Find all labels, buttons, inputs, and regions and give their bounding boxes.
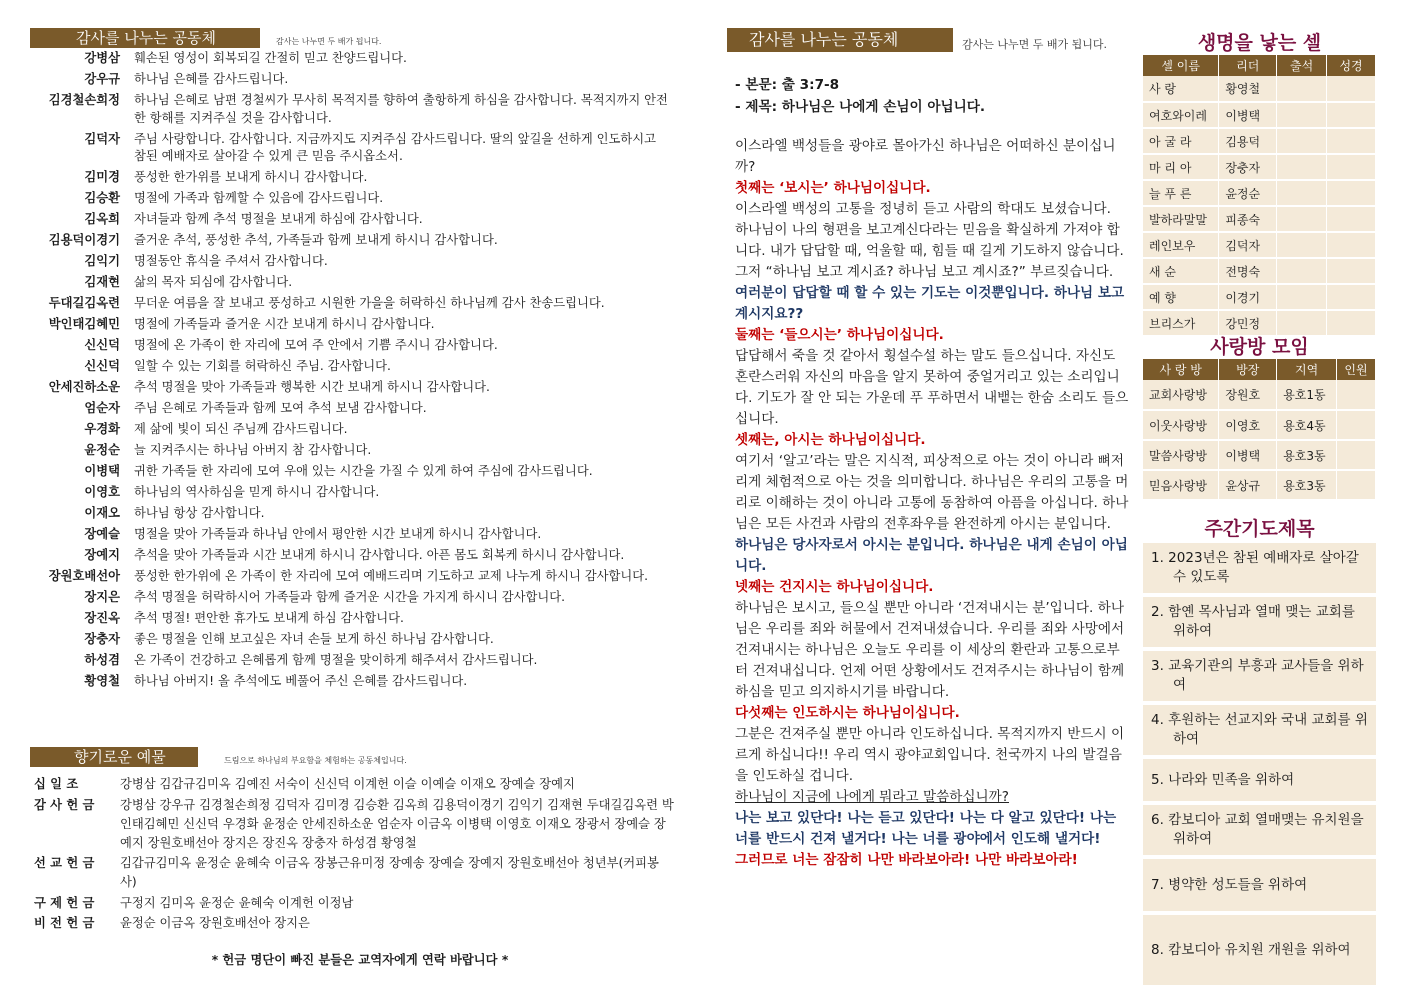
thanks-name: 하성겸 bbox=[84, 653, 120, 667]
sermon-paragraph: 셋째는, 아시는 하나님이십니다. bbox=[735, 432, 926, 448]
room-host: 이병택 bbox=[1219, 440, 1277, 470]
cell-bible bbox=[1327, 284, 1376, 310]
cell-bible bbox=[1327, 206, 1376, 232]
cell-leader: 이병택 bbox=[1219, 102, 1277, 128]
offering-section-note: 드림으로 하나님의 부요함을 체험하는 공동체입니다. bbox=[224, 756, 407, 765]
cell-bible bbox=[1327, 102, 1376, 128]
cell-bible bbox=[1327, 258, 1376, 284]
thanks-text: 명절을 맞아 가족들과 하나님 안에서 평안한 시간 보내게 하시니 감사합니다. bbox=[134, 527, 542, 541]
thanks-row bbox=[30, 253, 690, 271]
cell-attendance bbox=[1277, 206, 1327, 232]
offering-row bbox=[34, 894, 674, 913]
cell-attendance bbox=[1277, 102, 1327, 128]
thanks-text: 추석을 맞아 가족들과 시간 보내게 하시니 감사합니다. 아픈 몸도 회복케 하시니 감사합니다. bbox=[134, 548, 625, 562]
cell-leader: 윤정순 bbox=[1219, 180, 1277, 206]
thanks-row bbox=[30, 610, 690, 628]
cell-name: 발하라말말 bbox=[1143, 206, 1219, 232]
cell-name: 마 리 아 bbox=[1143, 154, 1219, 180]
room-table-header bbox=[1143, 359, 1376, 380]
prayer-item: 2. 함옌 목사님과 열매 맺는 교회를 위하여 bbox=[1143, 597, 1376, 647]
thanks-row bbox=[30, 421, 690, 439]
left-section-header bbox=[30, 28, 260, 48]
sermon-paragraph: 하나님이 나의 형편을 보고계신다라는 믿음을 확실하게 가져야 합니다. 내가 답답할 때, 억울할 때, 힘들 때 길게 기도하지 않습니다. 그저 “하나님 보고 계시죠? 하나님 보고 계시죠?” 부르짖습니다. bbox=[735, 222, 1124, 280]
cell-leader: 전명숙 bbox=[1219, 258, 1277, 284]
room-host: 윤상규 bbox=[1219, 470, 1277, 500]
thanks-name: 신신덕 bbox=[84, 359, 120, 373]
thanks-row bbox=[30, 131, 690, 166]
thanks-name: 김재현 bbox=[84, 275, 120, 289]
thanks-name: 김경철손희정 bbox=[48, 93, 120, 107]
thanks-name: 엄순자 bbox=[84, 401, 120, 415]
room-row bbox=[1143, 410, 1376, 440]
thanks-name: 김용덕이경기 bbox=[48, 233, 120, 247]
thanks-row bbox=[30, 673, 690, 691]
thanks-text: 귀한 가족들 한 자리에 모여 우애 있는 시간을 가질 수 있게 하여 주심에 감사드립니다. bbox=[134, 464, 593, 478]
sermon-paragraph: 하나님이 지금에 나에게 뭐라고 말씀하십니까? bbox=[735, 789, 1009, 805]
cell-header-leader: 리더 bbox=[1219, 55, 1277, 76]
offering-section-title: 향기로운 예물 bbox=[74, 748, 166, 766]
thanks-name: 신신덕 bbox=[84, 338, 120, 352]
sermon-section-title: 감사를 나누는 공동체 bbox=[749, 30, 899, 49]
cell-row bbox=[1143, 284, 1376, 310]
room-area: 용호3동 bbox=[1277, 470, 1337, 500]
cell-attendance bbox=[1277, 284, 1327, 310]
thanks-text: 좋은 명절을 인해 보고싶은 자녀 손들 보게 하신 하나님 감사합니다. bbox=[134, 632, 494, 646]
thanks-row bbox=[30, 92, 690, 127]
offering-row bbox=[34, 775, 674, 794]
cell-leader: 피종숙 bbox=[1219, 206, 1277, 232]
thanks-row bbox=[30, 400, 690, 418]
sermon-reference bbox=[735, 74, 985, 118]
cell-header-attendance: 출석 bbox=[1277, 55, 1327, 76]
sermon-paragraph: 이스라엘 백성들을 광야로 몰아가신 하나님은 어떠하신 분이십니까? bbox=[735, 138, 1116, 175]
offering-names: 강병삼 강우규 김경철손희정 김덕자 김미경 김승환 김옥희 김용덕이경기 김익기 김재현 두대길김옥련 박인태김혜민 신신덕 우경화 윤정순 안세진하소운 엄순자 이금옥 이병택 이영호 이재오 장광서 장예슬 장예지 장원호배선아 장지은 장진옥 장충자 하성겸 황영철 bbox=[120, 797, 674, 850]
thanks-text: 일할 수 있는 기회를 허락하신 주님. 감사합니다. bbox=[134, 359, 391, 373]
room-row bbox=[1143, 380, 1376, 410]
thanks-text: 자녀들과 함께 추석 명절을 보내게 하심에 감사합니다. bbox=[134, 212, 423, 226]
offering-list bbox=[34, 775, 674, 935]
sermon-paragraph: 다섯째는 인도하시는 하나님이십니다. bbox=[735, 705, 960, 721]
sermon-paragraph: 여기서 ‘알고’라는 말은 지식적, 피상적으로 아는 것이 아니라 뼈저리게 체험적으로 아는 것을 의미합니다. 하나님은 우리의 고통을 머리로 이해하는 것이 아니라 고통에 동참하여 아픔을 아십니다. 하나님은 모든 사건과 사람의 전후좌우를 완전하게 아시는 분입니다. bbox=[735, 453, 1129, 532]
cell-bible bbox=[1327, 76, 1376, 102]
cell-name: 레인보우 bbox=[1143, 232, 1219, 258]
thanks-row bbox=[30, 589, 690, 607]
room-name: 교회사랑방 bbox=[1143, 380, 1219, 410]
room-name: 말씀사랑방 bbox=[1143, 440, 1219, 470]
cell-row bbox=[1143, 258, 1376, 284]
room-row bbox=[1143, 440, 1376, 470]
sermon-paragraph: 하나님은 보시고, 들으실 뿐만 아니라 ‘건져내시는 분’입니다. 하나님은 우리를 죄와 허물에서 건져내셨습니다. 우리를 죄와 사망에서 건져내시는 하나님은 오늘도 우리를 이 세상의 환란과 고통으로부터 건져내십니다. 언제 어떤 상황에서도 건져주시는 하나님이 함께 하심을 믿고 의지하시기를 바랍니다. bbox=[735, 600, 1125, 700]
thanks-name: 장진옥 bbox=[84, 611, 120, 625]
room-count bbox=[1337, 380, 1376, 410]
thanks-name: 황영철 bbox=[84, 674, 120, 688]
cell-name: 브리스가 bbox=[1143, 310, 1219, 336]
cell-row bbox=[1143, 154, 1376, 180]
cell-attendance bbox=[1277, 76, 1327, 102]
thanks-row bbox=[30, 169, 690, 187]
cell-leader: 황영철 bbox=[1219, 76, 1277, 102]
thanks-row bbox=[30, 463, 690, 481]
thanks-row bbox=[30, 505, 690, 523]
cell-row bbox=[1143, 128, 1376, 154]
cell-header-bible: 성경 bbox=[1327, 55, 1376, 76]
thanks-name: 김옥희 bbox=[84, 212, 120, 226]
thanks-text: 추석 명절을 허락하시어 가족들과 함께 즐거운 시간을 가지게 하시니 감사합니다. bbox=[134, 590, 566, 604]
room-host: 이영호 bbox=[1219, 410, 1277, 440]
room-header-area: 지역 bbox=[1277, 359, 1337, 380]
room-area: 용호1동 bbox=[1277, 380, 1337, 410]
prayer-item: 5. 나라와 민족을 위하여 bbox=[1143, 759, 1376, 801]
thanks-name: 김미경 bbox=[84, 170, 120, 184]
prayer-item: 1. 2023년은 참된 예배자로 살아갈 수 있도록 bbox=[1143, 543, 1376, 593]
thanks-row bbox=[30, 358, 690, 376]
prayer-item: 8. 캄보디아 유치원 개원을 위하여 bbox=[1143, 915, 1376, 985]
offering-section-header bbox=[30, 747, 198, 767]
thanks-name: 안세진하소운 bbox=[48, 380, 120, 394]
cell-name: 여호와이레 bbox=[1143, 102, 1219, 128]
thanks-text: 훼손된 영성이 회복되길 간절히 믿고 찬양드립니다. bbox=[134, 51, 407, 65]
offering-names: 강병삼 김갑규김미옥 김예진 서숙이 신신덕 이계헌 이슬 이예슬 이재오 장예슬 장예지 bbox=[120, 777, 575, 791]
cell-name: 사 랑 bbox=[1143, 76, 1219, 102]
cell-bible bbox=[1327, 180, 1376, 206]
sermon-section-note: 감사는 나누면 두 배가 됩니다. bbox=[962, 38, 1107, 51]
room-count bbox=[1337, 470, 1376, 500]
offering-label: 선 교 헌 금 bbox=[34, 856, 95, 870]
thanks-text: 하나님의 역사하심을 믿게 하시니 감사합니다. bbox=[134, 485, 380, 499]
cell-table bbox=[1143, 55, 1376, 337]
thanks-row bbox=[30, 71, 690, 89]
thanks-row bbox=[30, 295, 690, 313]
thanks-row bbox=[30, 547, 690, 565]
thanks-text: 하나님 은혜를 감사드립니다. bbox=[134, 72, 289, 86]
thanks-text: 즐거운 추석, 풍성한 추석, 가족들과 함께 보내게 하시니 감사합니다. bbox=[134, 233, 498, 247]
scripture-text: - 본문: 출 3:7-8 bbox=[735, 77, 840, 93]
thanks-text: 명절에 가족과 함께할 수 있음에 감사드립니다. bbox=[134, 191, 384, 205]
cell-table-header bbox=[1143, 55, 1376, 76]
cell-name: 늘 푸 른 bbox=[1143, 180, 1219, 206]
thanks-row bbox=[30, 484, 690, 502]
thanks-name: 장원호배선아 bbox=[48, 569, 120, 583]
thanks-text: 온 가족이 건강하고 은혜롭게 함께 명절을 맞이하게 해주셔서 감사드립니다. bbox=[134, 653, 538, 667]
thanks-row bbox=[30, 211, 690, 229]
prayer-item: 6. 캄보디아 교회 열매맺는 유치원을 위하여 bbox=[1143, 805, 1376, 855]
cell-attendance bbox=[1277, 232, 1327, 258]
thanks-text: 하나님 은혜로 남편 경철씨가 무사히 목적지를 향하여 출항하게 하심을 감사합니다. 목적지까지 안전한 항해를 지켜주실 것을 감사합니다. bbox=[134, 93, 668, 125]
thanks-text: 무더운 여름을 잘 보내고 풍성하고 시원한 가을을 허락하신 하나님께 감사 찬송드립니다. bbox=[134, 296, 605, 310]
thanks-name: 윤정순 bbox=[84, 443, 120, 457]
thanks-row bbox=[30, 568, 690, 586]
thanks-name: 이병택 bbox=[84, 464, 120, 478]
cell-row bbox=[1143, 180, 1376, 206]
room-section-title: 사랑방 모임 bbox=[1210, 336, 1309, 358]
thanks-text: 하나님 아버지! 올 추석에도 베풀어 주신 은혜를 감사드립니다. bbox=[134, 674, 468, 688]
offering-footer: * 헌금 명단이 빠진 분들은 교역자에게 연락 바랍니다 * bbox=[211, 953, 509, 967]
thanks-name: 김덕자 bbox=[84, 131, 120, 146]
prayer-item: 4. 후원하는 선교지와 국내 교회를 위하여 bbox=[1143, 705, 1376, 755]
cell-bible bbox=[1327, 154, 1376, 180]
room-area: 용호3동 bbox=[1277, 440, 1337, 470]
thanks-name: 장예지 bbox=[84, 548, 120, 562]
sermon-paragraph: 그분은 건져주실 뿐만 아니라 인도하십니다. 목적지까지 반드시 이르게 하십니다!! 우리 역시 광야교회입니다. 천국까지 나의 발걸음을 인도하실 겁니다. bbox=[735, 726, 1125, 784]
thanks-row bbox=[30, 442, 690, 460]
thanks-text: 추석 명절! 편안한 휴가도 보내게 하심 감사합니다. bbox=[134, 611, 404, 625]
room-table bbox=[1143, 359, 1376, 501]
offering-names: 김갑규김미옥 윤정순 윤혜숙 이금옥 장봉근유미정 장예송 장예슬 장예지 장원호배선아 청년부(커피봉사) bbox=[120, 856, 659, 889]
thanks-row bbox=[30, 274, 690, 292]
prayer-item: 7. 병약한 성도들을 위하여 bbox=[1143, 859, 1376, 911]
cell-row bbox=[1143, 76, 1376, 102]
offering-label: 십 일 조 bbox=[34, 777, 79, 791]
thanks-name: 장충자 bbox=[84, 632, 120, 646]
thanks-row bbox=[30, 316, 690, 334]
room-host: 장원호 bbox=[1219, 380, 1277, 410]
cell-leader: 김덕자 bbox=[1219, 232, 1277, 258]
thanks-name: 강병삼 bbox=[84, 51, 120, 65]
thanks-list bbox=[30, 50, 690, 694]
room-count bbox=[1337, 440, 1376, 470]
offering-names: 윤정순 이금옥 장원호배선아 장지은 bbox=[120, 916, 310, 930]
sermon-paragraph: 이스라엘 백성의 고통을 정녕히 듣고 사람의 학대도 보셨습니다. bbox=[735, 201, 1111, 217]
cell-attendance bbox=[1277, 154, 1327, 180]
thanks-text: 추석 명절을 맞아 가족들과 행복한 시간 보내게 하시니 감사합니다. bbox=[134, 380, 490, 394]
thanks-name: 장지은 bbox=[84, 590, 120, 604]
offering-label: 비 전 헌 금 bbox=[34, 916, 95, 930]
sermon-paragraph: 첫째는 ‘보시는’ 하나님이십니다. bbox=[735, 180, 931, 196]
sermon-paragraph: 나는 보고 있단다! 나는 듣고 있단다! 나는 다 알고 있단다! 나는 너를 반드시 건져 낼거다! 나는 너를 광야에서 인도해 낼거다! bbox=[735, 810, 1117, 847]
thanks-row bbox=[30, 232, 690, 250]
offering-row bbox=[34, 914, 674, 933]
sermon-paragraph: 하나님은 당사자로서 아시는 분입니다. 하나님은 내게 손님이 아닙니다. bbox=[735, 537, 1128, 574]
sermon-paragraph: 넷째는 건지시는 하나님이십니다. bbox=[735, 579, 934, 595]
room-header-name: 사 랑 방 bbox=[1143, 359, 1219, 380]
thanks-name: 김승환 bbox=[84, 191, 120, 205]
thanks-name: 이영호 bbox=[84, 485, 120, 499]
thanks-name: 두대길김옥련 bbox=[48, 296, 120, 310]
thanks-row bbox=[30, 526, 690, 544]
left-section-title: 감사를 나누는 공동체 bbox=[76, 29, 216, 47]
cell-leader: 김용덕 bbox=[1219, 128, 1277, 154]
offering-label: 구 제 헌 금 bbox=[34, 895, 95, 910]
prayer-item: 3. 교육기관의 부흥과 교사들을 위하여 bbox=[1143, 651, 1376, 701]
cell-attendance bbox=[1277, 128, 1327, 154]
thanks-name: 김익기 bbox=[84, 254, 120, 268]
thanks-name: 이재오 bbox=[84, 506, 120, 520]
cell-attendance bbox=[1277, 258, 1327, 284]
thanks-row bbox=[30, 652, 690, 670]
sermon-title: - 제목: 하나님은 나에게 손님이 아닙니다. bbox=[735, 99, 986, 115]
thanks-text: 주님 사랑합니다. 감사합니다. 지금까지도 지켜주심 감사드립니다. 딸의 앞길을 선하게 인도하시고 참된 예배자로 살아갈 수 있게 큰 믿음 주시옵소서. bbox=[134, 131, 657, 163]
cell-name: 예 향 bbox=[1143, 284, 1219, 310]
offering-names: 구정지 김미옥 윤정순 윤혜숙 이계헌 이정남 bbox=[120, 895, 354, 910]
thanks-text: 주님 은혜로 가족들과 함께 모여 추석 보냄 감사합니다. bbox=[134, 401, 427, 415]
room-header-host: 방장 bbox=[1219, 359, 1277, 380]
cell-attendance bbox=[1277, 180, 1327, 206]
sermon-paragraph: 그러므로 너는 잠잠히 나만 바라보아라! 나만 바라보아라! bbox=[735, 852, 1078, 868]
thanks-text: 풍성한 한가위를 보내게 하시니 감사합니다. bbox=[134, 170, 368, 184]
thanks-name: 박인태김혜민 bbox=[48, 317, 120, 331]
cell-leader: 장충자 bbox=[1219, 154, 1277, 180]
cell-header-name: 셀 이름 bbox=[1143, 55, 1219, 76]
room-name: 이웃사랑방 bbox=[1143, 410, 1219, 440]
thanks-text: 명절에 온 가족이 한 자리에 모여 주 안에서 기쁨 주시니 감사합니다. bbox=[134, 338, 498, 352]
thanks-row bbox=[30, 50, 690, 68]
room-area: 용호4동 bbox=[1277, 410, 1337, 440]
cell-row bbox=[1143, 232, 1376, 258]
sermon-section-header bbox=[727, 28, 953, 52]
thanks-text: 명절에 가족들과 즐거운 시간 보내게 하시니 감사합니다. bbox=[134, 317, 435, 331]
sermon-paragraph: 둘째는 ‘들으시는’ 하나님이십니다. bbox=[735, 327, 944, 343]
room-count bbox=[1337, 410, 1376, 440]
cell-name: 아 굴 라 bbox=[1143, 128, 1219, 154]
thanks-text: 제 삶에 빛이 되신 주님께 감사드립니다. bbox=[134, 422, 348, 436]
prayer-section-title: 주간기도제목 bbox=[1204, 518, 1315, 540]
room-name: 믿음사랑방 bbox=[1143, 470, 1219, 500]
thanks-name: 우경화 bbox=[84, 422, 120, 436]
sermon-paragraph: 답답해서 죽을 것 같아서 횡설수설 하는 말도 들으십니다. 자신도 혼란스러워 자신의 마음을 알지 못하여 중얼거리고 있는 소리입니다. 기도가 잘 안 되는 가운데 푸 푸하면서 내뱉는 한숨 소리도 들으십니다. bbox=[735, 348, 1129, 427]
left-section-note: 감사는 나누면 두 배가 됩니다. bbox=[276, 37, 382, 46]
cell-leader: 이경기 bbox=[1219, 284, 1277, 310]
offering-row bbox=[34, 796, 674, 853]
room-row bbox=[1143, 470, 1376, 500]
thanks-row bbox=[30, 631, 690, 649]
thanks-text: 늘 지켜주시는 하나님 아버지 참 감사합니다. bbox=[134, 443, 372, 457]
offering-row bbox=[34, 854, 674, 892]
offering-label: 감 사 헌 금 bbox=[34, 797, 95, 812]
thanks-text: 삶의 목자 되심에 감사합니다. bbox=[134, 275, 293, 289]
room-header-count: 인원 bbox=[1337, 359, 1376, 380]
cell-bible bbox=[1327, 128, 1376, 154]
cell-row bbox=[1143, 206, 1376, 232]
cell-bible bbox=[1327, 232, 1376, 258]
thanks-name: 장예슬 bbox=[84, 527, 120, 541]
cell-row bbox=[1143, 102, 1376, 128]
sermon-body bbox=[735, 136, 1129, 871]
thanks-row bbox=[30, 379, 690, 397]
thanks-row bbox=[30, 190, 690, 208]
cell-name: 새 순 bbox=[1143, 258, 1219, 284]
thanks-text: 명절동안 휴식을 주셔서 감사합니다. bbox=[134, 254, 328, 268]
thanks-row bbox=[30, 337, 690, 355]
cell-leader: 강민정 bbox=[1219, 310, 1277, 336]
prayer-list bbox=[1143, 543, 1376, 989]
thanks-text: 하나님 항상 감사합니다. bbox=[134, 506, 265, 520]
sermon-paragraph: 여러분이 답답할 때 할 수 있는 기도는 이것뿐입니다. 하나님 보고 계시지요?? bbox=[735, 285, 1125, 322]
cell-section-title: 생명을 낳는 셀 bbox=[1197, 32, 1322, 54]
thanks-text: 풍성한 한가위에 온 가족이 한 자리에 모여 예배드리며 기도하고 교제 나누게 하시니 감사합니다. bbox=[134, 569, 649, 583]
thanks-name: 강우규 bbox=[84, 72, 120, 86]
